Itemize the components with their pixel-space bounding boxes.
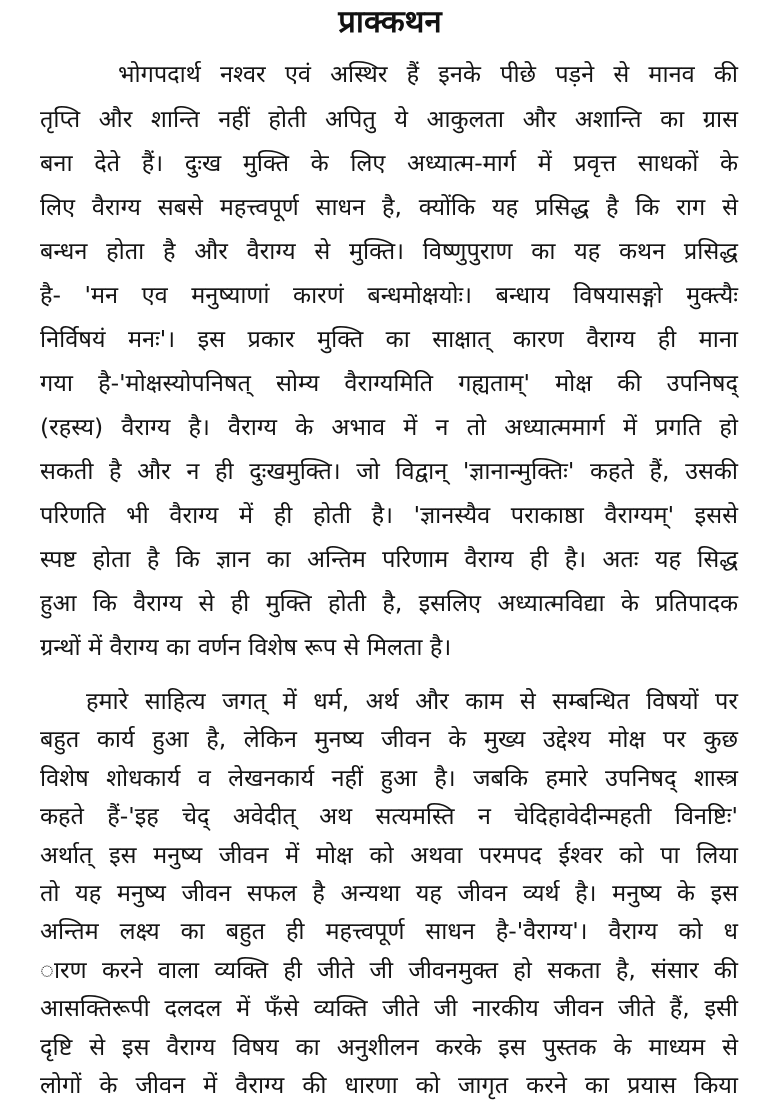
- paragraph-1-line-7: निर्विषयं मनः'। इस प्रकार मुक्ति का साक्षात् कारण वैराग्य ही माना: [40, 325, 738, 353]
- paragraph-1-line-14: ग्रन्थों में वैराग्य का वर्णन विशेष रूप से मिलता है।: [40, 633, 452, 661]
- paragraph-2-line-3: विशेष शोधकार्य व लेखनकार्य नहीं हुआ है। जबकि हमारे उपनिषद् शास्त्र: [40, 763, 738, 792]
- paragraph-2-line-1: हमारे साहित्य जगत् में धर्म, अर्थ और काम से सम्बन्धित विषयों पर: [86, 687, 738, 715]
- paragraph-1-line-13: हुआ कि वैराग्य से ही मुक्ति होती है, इसलिए अध्यात्मविद्या के प्रतिपादक: [40, 589, 738, 617]
- paragraph-1-line-11: परिणति भी वैराग्य में ही होती है। 'ज्ञानस्यैव पराकाष्ठा वैराग्यम्' इससे: [40, 501, 738, 529]
- paragraph-2-line-11: लोगों के जीवन में वैराग्य की धारणा को जागृत करने का प्रयास किया: [40, 1071, 738, 1099]
- paragraph-2-line-2: बहुत कार्य हुआ है, लेकिन मुनष्य जीवन के मुख्य उद्देश्य मोक्ष पर कुछ: [40, 725, 738, 754]
- page-title: प्राक्कथन: [338, 4, 442, 40]
- paragraph-1-line-6: है- 'मन एव मनुष्याणां कारणं बन्धमोक्षयोः। बन्धाय विषयासङ्गो मुक्त्यैः: [40, 281, 738, 309]
- paragraph-1-line-4: लिए वैराग्य सबसे महत्त्वपूर्ण साधन है, क्योंकि यह प्रसिद्ध है कि राग से: [40, 193, 738, 221]
- paragraph-1-line-2: तृप्ति और शान्ति नहीं होती अपितु ये आकुलता और अशान्ति का ग्रास: [40, 105, 738, 133]
- paragraph-2-line-6: तो यह मनुष्य जीवन सफल है अन्यथा यह जीवन व्यर्थ है। मनुष्य के इस: [40, 879, 738, 907]
- paragraph-2-line-5: अर्थात् इस मनुष्य जीवन में मोक्ष को अथवा परमपद ईश्वर को पा लिया: [40, 840, 738, 869]
- paragraph-2-line-7: अन्तिम लक्ष्य का बहुत ही महत्त्वपूर्ण साधन है-'वैराग्य'। वैराग्य को ध: [40, 917, 738, 946]
- paragraph-2-line-8: ारण करने वाला व्यक्ति ही जीते जी जीवनमुक्त हो सकता है, संसार की: [40, 955, 738, 984]
- paragraph-2-line-10: दृष्टि से इस वैराग्य विषय का अनुशीलन करके इस पुस्तक के माध्यम से: [40, 1032, 738, 1061]
- paragraph-1-line-3: बना देते हैं। दुःख मुक्ति के लिए अध्यात्म-मार्ग में प्रवृत्त साधकों के: [40, 149, 738, 177]
- paragraph-1-line-9: (रहस्य) वैराग्य है। वैराग्य के अभाव में न तो अध्यात्ममार्ग में प्रगति हो: [40, 413, 738, 441]
- paragraph-1-line-5: बन्धन होता है और वैराग्य से मुक्ति। विष्णुपुराण का यह कथन प्रसिद्ध: [40, 237, 738, 265]
- paragraph-2-line-4: कहते हैं-'इह चेद् अवेदीत् अथ सत्यमस्ति न चेदिहावेदीन्महती विनष्टिः': [40, 802, 738, 831]
- paragraph-1-line-10: सकती है और न ही दुःखमुक्ति। जो विद्वान् 'ज्ञानान्मुक्तिः' कहते हैं, उसकी: [40, 457, 738, 485]
- paragraph-1-line-12: स्पष्ट होता है कि ज्ञान का अन्तिम परिणाम वैराग्य ही है। अतः यह सिद्ध: [40, 545, 738, 573]
- paragraph-1-line-1: भोगपदार्थ नश्वर एवं अस्थिर हैं इनके पीछे पड़ने से मानव की: [118, 60, 738, 88]
- paragraph-1-line-8: गया है-'मोक्षस्योपनिषत् सोम्य वैराग्यमिति गह्यताम्' मोक्ष की उपनिषद्: [40, 369, 738, 397]
- paragraph-2-line-9: आसक्तिरूपी दलदल में फँसे व्यक्ति जीते जी नारकीय जीवन जीते हैं, इसी: [40, 994, 738, 1023]
